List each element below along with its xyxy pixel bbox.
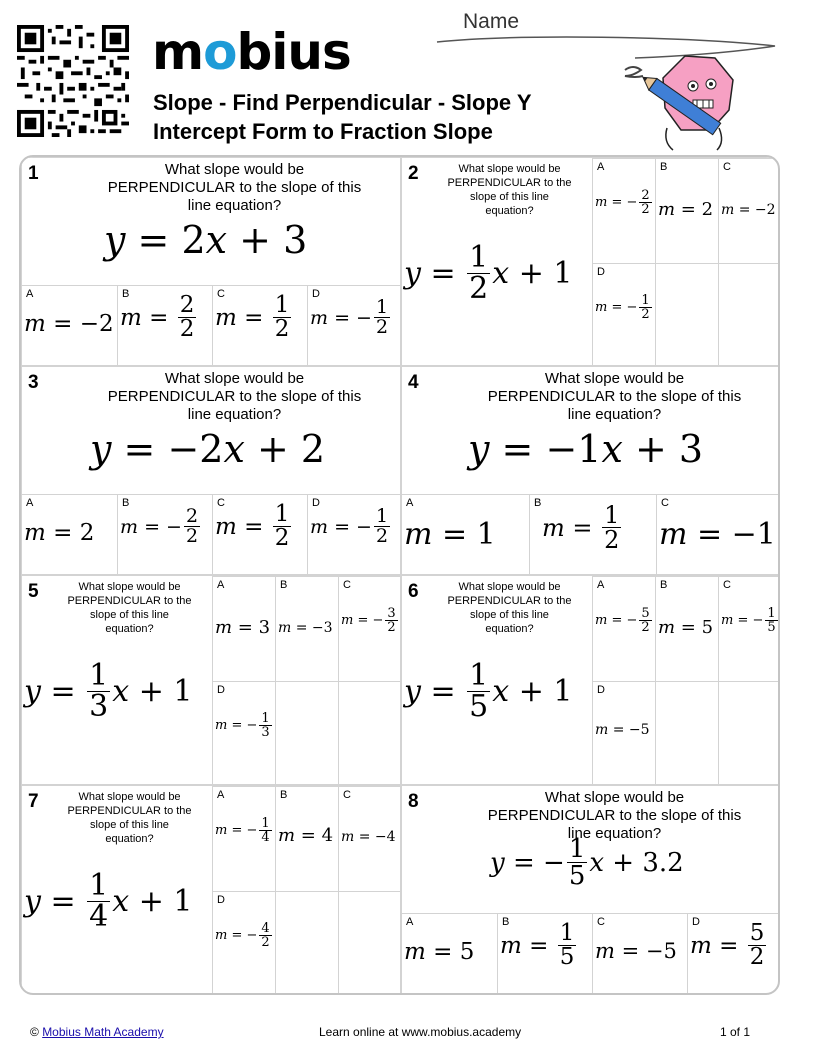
option-a[interactable] <box>402 494 529 575</box>
option-value: m = − $\frac{2}{2}$ <box>595 188 650 217</box>
option-b[interactable] <box>275 576 338 681</box>
option-b[interactable] <box>497 913 592 995</box>
option-label: C <box>723 161 731 173</box>
option-value: m = $\frac{1}{2}$ <box>215 292 290 342</box>
line-equation: y = −1 x + 3 <box>468 427 704 471</box>
empty-cell <box>275 681 338 785</box>
option-c[interactable] <box>718 158 780 263</box>
option-label: B <box>122 288 130 300</box>
option-value: m = $\frac{1}{5}$ <box>500 920 575 970</box>
option-a[interactable] <box>212 576 275 681</box>
option-b[interactable] <box>655 576 718 681</box>
option-value: m = − $\frac{1}{3}$ <box>215 711 270 740</box>
worksheet-grid <box>19 155 780 995</box>
option-c[interactable] <box>212 494 307 575</box>
name-label: Name <box>463 10 520 33</box>
footer-page-number: 1 of 1 <box>720 1025 751 1039</box>
option-value: m = −5 <box>595 722 650 738</box>
option-value: m = − $\frac{3}{2}$ <box>341 606 396 635</box>
question-prompt: What slope would be PERPENDICULAR to the slope of this line equation? <box>67 581 192 635</box>
option-value: m = 1 <box>404 517 496 552</box>
footer-copyright <box>30 1025 164 1039</box>
option-value: m = − $\frac{1}{2}$ <box>595 293 650 322</box>
option-label: B <box>534 497 542 509</box>
option-label: B <box>660 579 668 591</box>
question-3 <box>21 366 401 575</box>
question-6 <box>401 575 780 785</box>
page-title: Slope - Find Perpendicular - Slope Y Intercept Form to Fraction Slope <box>153 90 532 144</box>
question-number: 7 <box>28 791 39 812</box>
line-equation: y = −2 x + 2 <box>90 427 326 471</box>
option-a[interactable] <box>592 576 655 681</box>
copyright-symbol: © <box>30 1025 39 1039</box>
mobius-logo: mobius <box>152 23 351 81</box>
option-value: m = 4 <box>278 825 334 846</box>
option-value: m = 2 <box>24 520 95 546</box>
option-label: D <box>597 266 605 278</box>
option-value: m = − $\frac{1}{5}$ <box>721 606 776 635</box>
option-value: m = − $\frac{1}{2}$ <box>310 296 389 338</box>
option-value: m = 5 <box>404 939 475 965</box>
option-c[interactable] <box>718 576 780 681</box>
option-d[interactable] <box>212 891 275 995</box>
option-label: C <box>723 579 731 591</box>
option-d[interactable] <box>592 681 655 785</box>
option-b[interactable] <box>655 158 718 263</box>
option-a[interactable] <box>22 494 117 575</box>
option-d[interactable] <box>307 494 401 575</box>
question-number: 8 <box>408 791 419 812</box>
mascot-illustration <box>615 48 755 156</box>
option-d[interactable] <box>212 681 275 785</box>
option-c[interactable] <box>212 285 307 366</box>
option-value: m = − $\frac{1}{2}$ <box>310 505 389 547</box>
empty-cell <box>275 891 338 995</box>
option-value: m = 2 <box>658 199 714 220</box>
option-value: m = −5 <box>595 939 677 963</box>
option-label: C <box>217 497 225 509</box>
option-label: C <box>343 579 351 591</box>
question-prompt: What slope would be PERPENDICULAR to the slope of this line equation? <box>487 789 742 842</box>
question-prompt: What slope would be PERPENDICULAR to the slope of this line equation? <box>67 791 192 845</box>
option-label: A <box>26 288 34 300</box>
option-value: m = −2 <box>24 311 114 337</box>
option-label: B <box>280 789 288 801</box>
option-label: C <box>661 497 669 509</box>
line-equation: y = $\frac{1}{5}$ x + 1 <box>404 658 573 724</box>
option-label: C <box>343 789 351 801</box>
option-value: m = − $\frac{1}{4}$ <box>215 816 270 845</box>
option-d[interactable] <box>592 263 655 366</box>
option-label: D <box>217 684 225 696</box>
question-5 <box>21 575 401 785</box>
option-a[interactable] <box>592 158 655 263</box>
option-label: A <box>26 497 34 509</box>
question-number: 4 <box>408 372 419 393</box>
option-c[interactable] <box>656 494 780 575</box>
option-value: m = −4 <box>341 829 396 845</box>
option-label: D <box>312 497 320 509</box>
option-label: A <box>217 579 225 591</box>
line-equation: y = $\frac{1}{3}$ x + 1 <box>24 658 193 724</box>
option-label: C <box>217 288 225 300</box>
option-value: m = 3 <box>215 617 271 638</box>
option-value: m = $\frac{2}{2}$ <box>120 292 195 342</box>
question-prompt: What slope would be PERPENDICULAR to the slope of this line equation? <box>447 581 572 635</box>
option-d[interactable] <box>307 285 401 366</box>
option-label: D <box>312 288 320 300</box>
question-prompt: What slope would be PERPENDICULAR to the slope of this line equation? <box>107 161 362 214</box>
option-label: D <box>692 916 700 928</box>
option-label: B <box>502 916 510 928</box>
option-label: A <box>217 789 225 801</box>
line-equation: y = $\frac{1}{2}$ x + 1 <box>404 240 573 306</box>
footer-learn-online: Learn online at www.mobius.academy <box>319 1025 522 1039</box>
question-4 <box>401 366 780 575</box>
option-label: D <box>597 684 605 696</box>
line-equation: y = − $\frac{1}{5}$ x + 3.2 <box>490 834 684 891</box>
line-equation: y = 2 x + 3 <box>104 218 308 262</box>
option-b[interactable] <box>117 285 212 366</box>
option-label: A <box>597 161 605 173</box>
question-prompt: What slope would be PERPENDICULAR to the slope of this line equation? <box>447 163 572 217</box>
empty-cell <box>338 891 401 995</box>
qr-code <box>17 25 129 137</box>
question-number: 5 <box>28 581 39 602</box>
line-equation: y = $\frac{1}{4}$ x + 1 <box>24 868 193 934</box>
option-value: m = −2 <box>721 202 776 218</box>
mobius-academy-link[interactable]: Mobius Math Academy <box>42 1025 164 1039</box>
option-a[interactable] <box>22 285 117 366</box>
option-label: D <box>217 894 225 906</box>
option-label: A <box>406 916 414 928</box>
question-number: 1 <box>28 163 39 184</box>
empty-cell <box>655 681 718 785</box>
option-c[interactable] <box>592 913 687 995</box>
option-label: A <box>597 579 605 591</box>
question-prompt: What slope would be PERPENDICULAR to the slope of this line equation? <box>487 370 742 423</box>
option-value: m = − $\frac{2}{2}$ <box>120 505 199 547</box>
empty-cell <box>718 263 780 366</box>
question-number: 6 <box>408 581 419 602</box>
question-prompt: What slope would be PERPENDICULAR to the slope of this line equation? <box>107 370 362 423</box>
question-number: 2 <box>408 163 419 184</box>
option-label: B <box>280 579 288 591</box>
option-c[interactable] <box>338 786 401 891</box>
option-d[interactable] <box>687 913 780 995</box>
option-label: B <box>122 497 130 509</box>
empty-cell <box>338 681 401 785</box>
option-value: m = −1 <box>659 517 776 552</box>
question-2 <box>401 157 780 366</box>
option-value: m = − $\frac{5}{2}$ <box>595 606 650 635</box>
option-label: B <box>660 161 668 173</box>
option-a[interactable] <box>402 913 497 995</box>
option-value: m = $\frac{1}{2}$ <box>542 501 620 554</box>
option-label: C <box>597 916 605 928</box>
question-7 <box>21 785 401 995</box>
question-number: 3 <box>28 372 39 393</box>
option-value: m = 5 <box>658 617 714 638</box>
option-value: m = −3 <box>278 620 333 636</box>
empty-cell <box>655 263 718 366</box>
question-1 <box>21 157 401 366</box>
question-8 <box>401 785 780 995</box>
option-b[interactable] <box>275 786 338 891</box>
option-value: m = $\frac{5}{2}$ <box>690 920 765 970</box>
option-a[interactable] <box>212 786 275 891</box>
option-c[interactable] <box>338 576 401 681</box>
option-value: m = − $\frac{4}{2}$ <box>215 921 270 950</box>
empty-cell <box>718 681 780 785</box>
option-value: m = $\frac{1}{2}$ <box>215 501 290 551</box>
option-b[interactable] <box>529 494 656 575</box>
option-b[interactable] <box>117 494 212 575</box>
option-label: A <box>406 497 414 509</box>
